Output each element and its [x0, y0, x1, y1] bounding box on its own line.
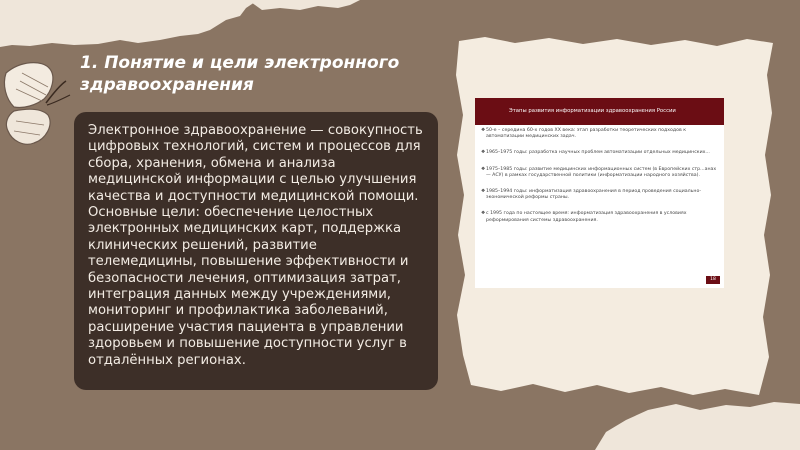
slide-page-number: 18 — [706, 276, 720, 284]
bullet-icon: ❖ — [481, 189, 486, 195]
embedded-slide-title: Этапы развития информатизации здравоохранения России — [475, 98, 724, 125]
bullet-icon: ❖ — [481, 150, 486, 156]
list-item: ❖ с 1995 года по настоящее время: информатизация здравоохранения в условиях реформирования системы здравоохранения. — [481, 211, 687, 223]
list-item: ❖ 50-е – середина 60-х годов XX века: этап разработки теоретических подходов к автоматизации медицинских задач. — [481, 128, 687, 140]
bullet-icon: ❖ — [481, 128, 486, 133]
list-item: ❖ 1985–1994 годы: информатизация здравоохранения в период проведения социально-экономической реформы страны. — [481, 189, 702, 201]
list-item: ❖ 1975–1985 годы: развитие медицинских информационных систем (в Европейских стр...анах — АСУ) в рамках государственной политики (информатизации народного хозяйства). — [481, 166, 717, 178]
butterfly-icon — [0, 55, 72, 155]
embedded-slide — [475, 98, 724, 288]
bullet-icon: ❖ — [481, 166, 486, 172]
bullet-icon: ❖ — [481, 211, 486, 217]
page-title: 1. Понятие и цели электронного здравоохранения — [80, 53, 400, 95]
embedded-slide-list — [481, 128, 719, 234]
text-card — [74, 112, 438, 390]
list-item: ❖ 1965–1975 годы: разработка научных проблем автоматизации отдельных медицинских... — [481, 150, 710, 156]
body-paragraph: Электронное здравоохранение — совокупность цифровых технологий, систем и процессов для сбора, хранения, обмена и анализа медицинской информации с целью улучшения качества и доступности медицинской помощи. Основные цели: обеспечение целостных электронных медицинских карт, поддержка клинических решений, развитие телемедицины, повышение эффективности и безопасности лечения, оптимизация затрат, интеграция данных между учреждениями, мониторинг и профилактика заболеваний, расширение участия пациента в управлении здоровьем и повышение доступности услуг в отдалённых регионах. — [88, 123, 423, 368]
